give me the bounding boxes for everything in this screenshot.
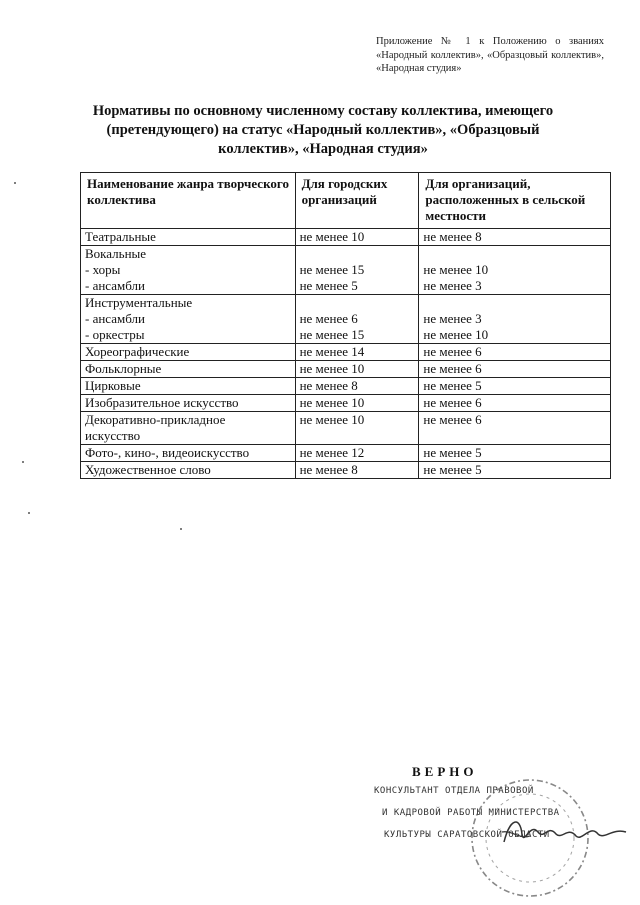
cell-genre: Декоративно-прикладное искусство bbox=[81, 412, 296, 445]
genre-sub-item: - ансамбли bbox=[85, 311, 145, 326]
table-row bbox=[81, 295, 611, 344]
value: не менее 3 bbox=[423, 311, 482, 326]
cell-genre: Изобразительное искусство bbox=[81, 395, 296, 412]
table-row bbox=[81, 361, 611, 378]
value: не менее 5 bbox=[299, 278, 358, 293]
value: не менее 10 bbox=[423, 262, 489, 277]
value: не менее 15 bbox=[299, 262, 365, 277]
cell-city bbox=[295, 295, 419, 344]
cell-genre bbox=[81, 246, 296, 295]
certification-verno: ВЕРНО bbox=[412, 764, 478, 779]
value: не менее 15 bbox=[299, 327, 365, 342]
certification-line: КОНСУЛЬТАНТ ОТДЕЛА ПРАВОВОЙ bbox=[374, 786, 534, 796]
table-row bbox=[81, 229, 611, 246]
cell-rural: не менее 5 bbox=[419, 462, 611, 479]
cell-genre: Цирковые bbox=[81, 378, 296, 395]
cell-city: не менее 10 bbox=[295, 229, 419, 246]
scan-speck bbox=[180, 528, 182, 530]
table-row bbox=[81, 344, 611, 361]
table-row bbox=[81, 378, 611, 395]
certification-line: КУЛЬТУРЫ САРАТОВСКОЙ ОБЛАСТИ bbox=[384, 830, 550, 840]
cell-genre: Фольклорные bbox=[81, 361, 296, 378]
scan-speck bbox=[14, 182, 16, 184]
value: не менее 3 bbox=[423, 278, 482, 293]
genre-sub-item: - оркестры bbox=[85, 327, 145, 342]
norms-table bbox=[80, 172, 611, 479]
value: не менее 10 bbox=[423, 327, 489, 342]
table-row bbox=[81, 412, 611, 445]
cell-city: не менее 14 bbox=[295, 344, 419, 361]
table-row bbox=[81, 395, 611, 412]
cell-rural bbox=[419, 246, 611, 295]
cell-rural: не менее 6 bbox=[419, 344, 611, 361]
cell-rural: не менее 6 bbox=[419, 412, 611, 445]
header-genre: Наименование жанра творческого коллектива bbox=[81, 173, 296, 229]
scan-speck bbox=[22, 461, 24, 463]
cell-rural: не менее 6 bbox=[419, 395, 611, 412]
signature-icon bbox=[500, 812, 630, 852]
cell-city bbox=[295, 246, 419, 295]
cell-city: не менее 10 bbox=[295, 395, 419, 412]
cell-genre: Художественное слово bbox=[81, 462, 296, 479]
header-city: Для городских организаций bbox=[295, 173, 419, 229]
header-rural: Для организаций, расположенных в сельской местности bbox=[419, 173, 611, 229]
cell-city: не менее 12 bbox=[295, 445, 419, 462]
genre-sub-item: - ансамбли bbox=[85, 278, 145, 293]
cell-city: не менее 8 bbox=[295, 462, 419, 479]
cell-rural: не менее 5 bbox=[419, 378, 611, 395]
cell-rural bbox=[419, 295, 611, 344]
genre-label: Инструментальные bbox=[85, 295, 193, 310]
table-row bbox=[81, 462, 611, 479]
certification-line: И КАДРОВОЙ РАБОТЫ МИНИСТЕРСТВА bbox=[382, 808, 560, 818]
cell-genre bbox=[81, 295, 296, 344]
genre-sub-item: - хоры bbox=[85, 262, 121, 277]
genre-label: Вокальные bbox=[85, 246, 147, 261]
document-title: Нормативы по основному численному составу коллектива, имеющего (претендующего) на статус «Народный коллектив», «Образцовый коллектив», «Народная студия» bbox=[92, 103, 554, 157]
cell-rural: не менее 8 bbox=[419, 229, 611, 246]
scan-speck bbox=[28, 512, 30, 514]
table-row bbox=[81, 246, 611, 295]
appendix-note: Приложение № 1 к Положению о званиях «Народный коллектив», «Образцовый коллектив», «Народная студия» bbox=[376, 36, 604, 74]
cell-city: не менее 8 bbox=[295, 378, 419, 395]
cell-genre: Хореографические bbox=[81, 344, 296, 361]
cell-genre: Театральные bbox=[81, 229, 296, 246]
table-row bbox=[81, 445, 611, 462]
cell-rural: не менее 6 bbox=[419, 361, 611, 378]
cell-city: не менее 10 bbox=[295, 361, 419, 378]
table-header-row bbox=[81, 173, 611, 229]
cell-genre: Фото-, кино-, видеоискусство bbox=[81, 445, 296, 462]
cell-city: не менее 10 bbox=[295, 412, 419, 445]
cell-rural: не менее 5 bbox=[419, 445, 611, 462]
value: не менее 6 bbox=[299, 311, 358, 326]
